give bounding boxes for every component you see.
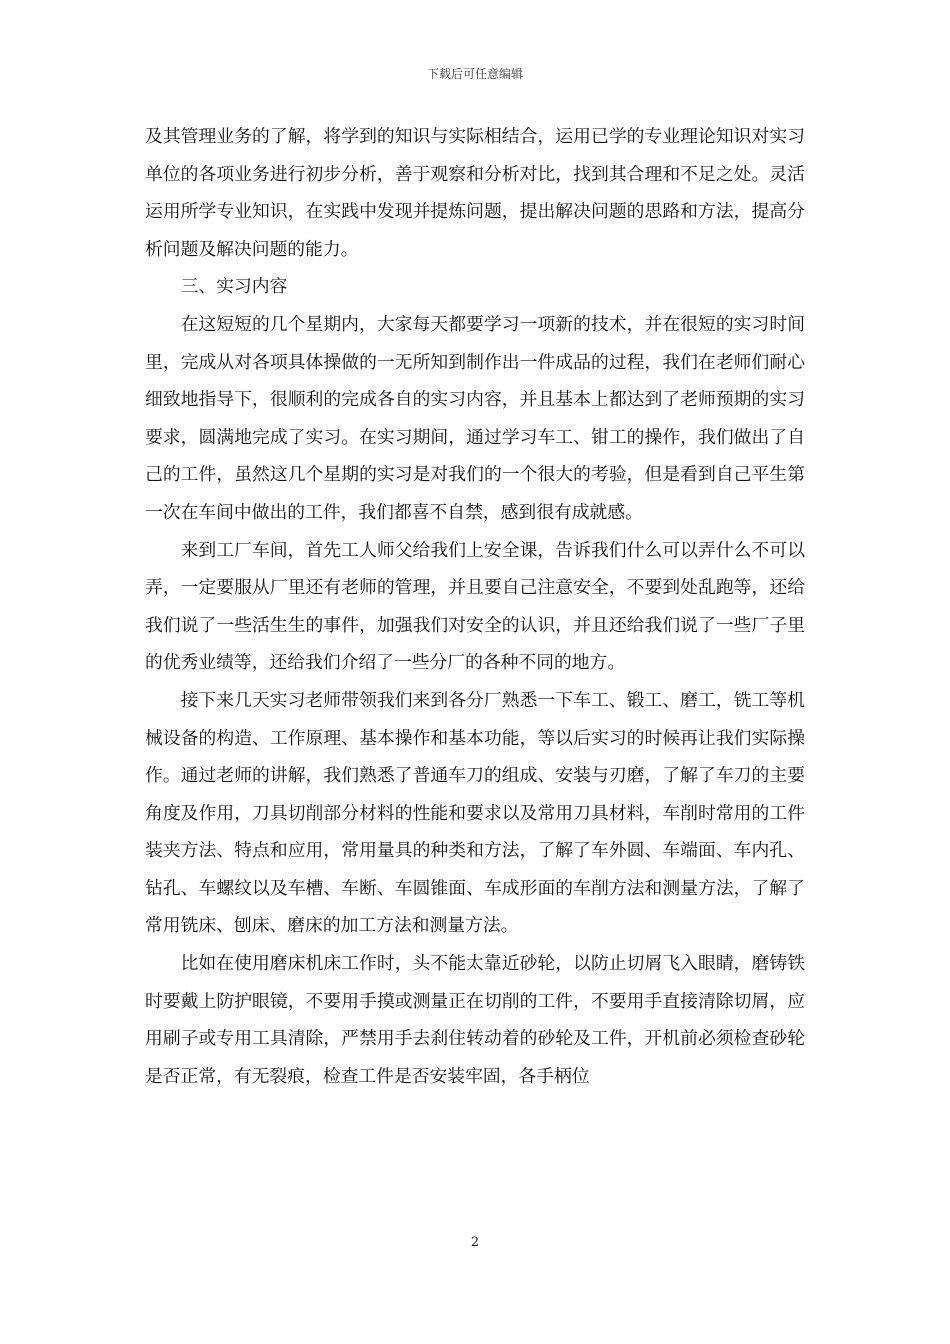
document-body <box>145 118 805 1095</box>
page-header: 下载后可任意编辑 <box>426 67 523 81</box>
paragraph: 来到工厂车间，首先工人师父给我们上安全课，告诉我们什么可以弄什么不可以弄，一定要服从厂里还有老师的管理，并且要自己注意安全，不要到处乱跑等，还给我们说了一些活生生的事件，加强我们对安全的认识，并且还给我们说了一些厂子里的优秀业绩等，还给我们介绍了一些分厂的各种不同的地方。 <box>145 539 805 674</box>
paragraph: 接下来几天实习老师带领我们来到各分厂熟悉一下车工、锻工、磨工，铣工等机械设备的构造、工作原理、基本操作和基本功能，等以后实习的时候再让我们实际操作。通过老师的讲解，我们熟悉了普通车刀的组成、安装与刃磨，了解了车刀的主要角度及作用，刀具切削部分材料的性能和要求以及常用刀具材料，车削时常用的工件装夹方法、特点和应用，常用量具的种类和方法，了解了车外圆、车端面、车内孔、钻孔、车螺纹以及车槽、车断、车圆锥面、车成形面的车削方法和测量方法，了解了常用铣床、刨床、磨床的加工方法和测量方法。 <box>145 689 805 937</box>
section-heading: 三、实习内容 <box>180 276 288 298</box>
page-number: 2 <box>470 1235 480 1250</box>
paragraph: 比如在使用磨床机床工作时，头不能太靠近砂轮，以防止切屑飞入眼睛，磨铸铁时要戴上防护眼镜，不要用手摸或测量正在切削的工件，不要用手直接清除切屑，应用刷子或专用工具清除，严禁用手去刹住转动着的砂轮及工件，开机前必须检查砂轮是否正常，有无裂痕，检查工件是否安装牢固，各手柄位 <box>145 953 805 1087</box>
paragraph: 在这短短的几个星期内，大家每天都要学习一项新的技术，并在很短的实习时间里，完成从对各项具体操做的一无所知到制作出一件成品的过程，我们在老师们耐心细致地指导下，很顺利的完成各自的实习内容，并且基本上都达到了老师预期的实习要求，圆满地完成了实习。在实习期间，通过学习车工、钳工的操作，我们做出了自己的工件，虽然这几个星期的实习是对我们的一个很大的考验，但是看到自己平生第一次在车间中做出的工件，我们都喜不自禁，感到很有成就感。 <box>145 313 805 523</box>
paragraph-continuation: 及其管理业务的了解，将学到的知识与实际相结合，运用已学的专业理论知识对实习单位的各项业务进行初步分析，善于观察和分析对比，找到其合理和不足之处。灵活运用所学专业知识，在实践中发现并提炼问题，提出解决问题的思路和方法，提高分析问题及解决问题的能力。 <box>145 126 805 260</box>
